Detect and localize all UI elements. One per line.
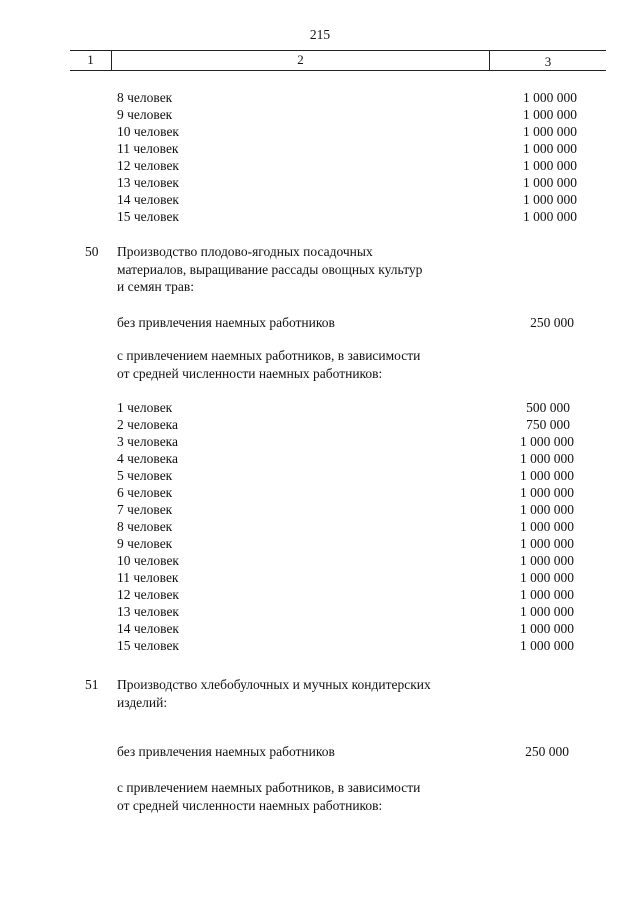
row-value: 500 000 (526, 400, 570, 415)
row-label: 15 человек (117, 638, 179, 653)
table-row (117, 107, 577, 124)
table-row (117, 90, 577, 107)
row-label: 10 человек (117, 553, 179, 568)
section-title: Производство хлебобулочных и мучных кондитерских изделий: (117, 677, 431, 710)
table-row (117, 158, 577, 175)
row-value: 1 000 000 (520, 536, 574, 551)
row-label: 9 человек (117, 536, 173, 551)
row-value: 250 000 (525, 744, 569, 759)
header-col-3: 3 (544, 54, 552, 69)
page-number: 215 (309, 27, 331, 42)
row-value: 1 000 000 (523, 90, 577, 105)
row-value: 1 000 000 (523, 209, 577, 224)
row-value: 1 000 000 (523, 124, 577, 139)
row-value: 1 000 000 (523, 175, 577, 190)
row-label: 2 человека (117, 417, 179, 432)
row-value: 250 000 (530, 315, 574, 330)
table-row (117, 638, 577, 655)
row-label: 11 человек (117, 570, 179, 585)
section-number: 51 (85, 677, 99, 692)
row-label: 8 человек (117, 90, 173, 105)
row-label: 7 человек (117, 502, 173, 517)
section-number: 50 (85, 244, 99, 259)
table-row (117, 468, 577, 485)
row-value: 1 000 000 (520, 570, 574, 585)
table-row (117, 502, 577, 519)
table-row (117, 587, 577, 604)
row-value: 1 000 000 (520, 434, 574, 449)
table-row (117, 519, 577, 536)
row-label: 14 человек (117, 621, 179, 636)
table-row (117, 570, 577, 587)
table-row (117, 192, 577, 209)
row-label: 15 человек (117, 209, 179, 224)
table-row (117, 434, 577, 451)
row-value: 1 000 000 (520, 451, 574, 466)
row-label: 14 человек (117, 192, 179, 207)
table-row (117, 604, 577, 621)
no-hire-row (117, 744, 569, 761)
row-value: 1 000 000 (520, 553, 574, 568)
row-value: 1 000 000 (523, 158, 577, 173)
row-label: 10 человек (117, 124, 179, 139)
row-value: 1 000 000 (520, 468, 574, 483)
table-row (117, 451, 577, 468)
row-label: 8 человек (117, 519, 173, 534)
row-label: 9 человек (117, 107, 173, 122)
row-value: 1 000 000 (523, 141, 577, 156)
row-label: 3 человека (117, 434, 179, 449)
table-row (117, 400, 577, 417)
row-value: 1 000 000 (520, 621, 574, 636)
no-hire-row (117, 315, 574, 332)
row-value: 1 000 000 (520, 604, 574, 619)
row-label: без привлечения наемных работников (117, 744, 335, 759)
table-row (117, 141, 577, 158)
row-label: 11 человек (117, 141, 179, 156)
row-label: 13 человек (117, 175, 179, 190)
row-label: 4 человека (117, 451, 179, 466)
row-label: 12 человек (117, 158, 179, 173)
row-value: 1 000 000 (520, 502, 574, 517)
row-value: 1 000 000 (520, 485, 574, 500)
header-top-rule (70, 50, 606, 51)
row-value: 1 000 000 (523, 192, 577, 207)
row-label: 13 человек (117, 604, 179, 619)
row-value: 1 000 000 (523, 107, 577, 122)
with-hire-text: с привлечением наемных работников, в зависимости от средней численности наемных работников: (117, 348, 421, 381)
table-header (70, 50, 606, 71)
table-row (117, 417, 577, 434)
row-value: 1 000 000 (520, 638, 574, 653)
row-value: 1 000 000 (520, 519, 574, 534)
table-row (117, 175, 577, 192)
row-value: 750 000 (526, 417, 570, 432)
row-label: 5 человек (117, 468, 173, 483)
header-col-2: 2 (297, 52, 304, 67)
header-col-1: 1 (87, 52, 94, 67)
row-label: 12 человек (117, 587, 179, 602)
row-label: 1 человек (117, 400, 173, 415)
row-value: 1 000 000 (520, 587, 574, 602)
table-row (117, 621, 577, 638)
row-label: 6 человек (117, 485, 173, 500)
row-label: без привлечения наемных работников (117, 315, 335, 330)
header-bottom-rule (70, 70, 606, 71)
section-title: Производство плодово-ягодных посадочных материалов, выращивание рассады овощных культур и семян трав: (117, 244, 423, 294)
table-row (117, 553, 577, 570)
table-row (117, 536, 577, 553)
with-hire-text: с привлечением наемных работников, в зависимости от средней численности наемных работников: (117, 780, 421, 813)
table-row (117, 124, 577, 141)
table-row (117, 485, 577, 502)
table-row (117, 209, 577, 226)
